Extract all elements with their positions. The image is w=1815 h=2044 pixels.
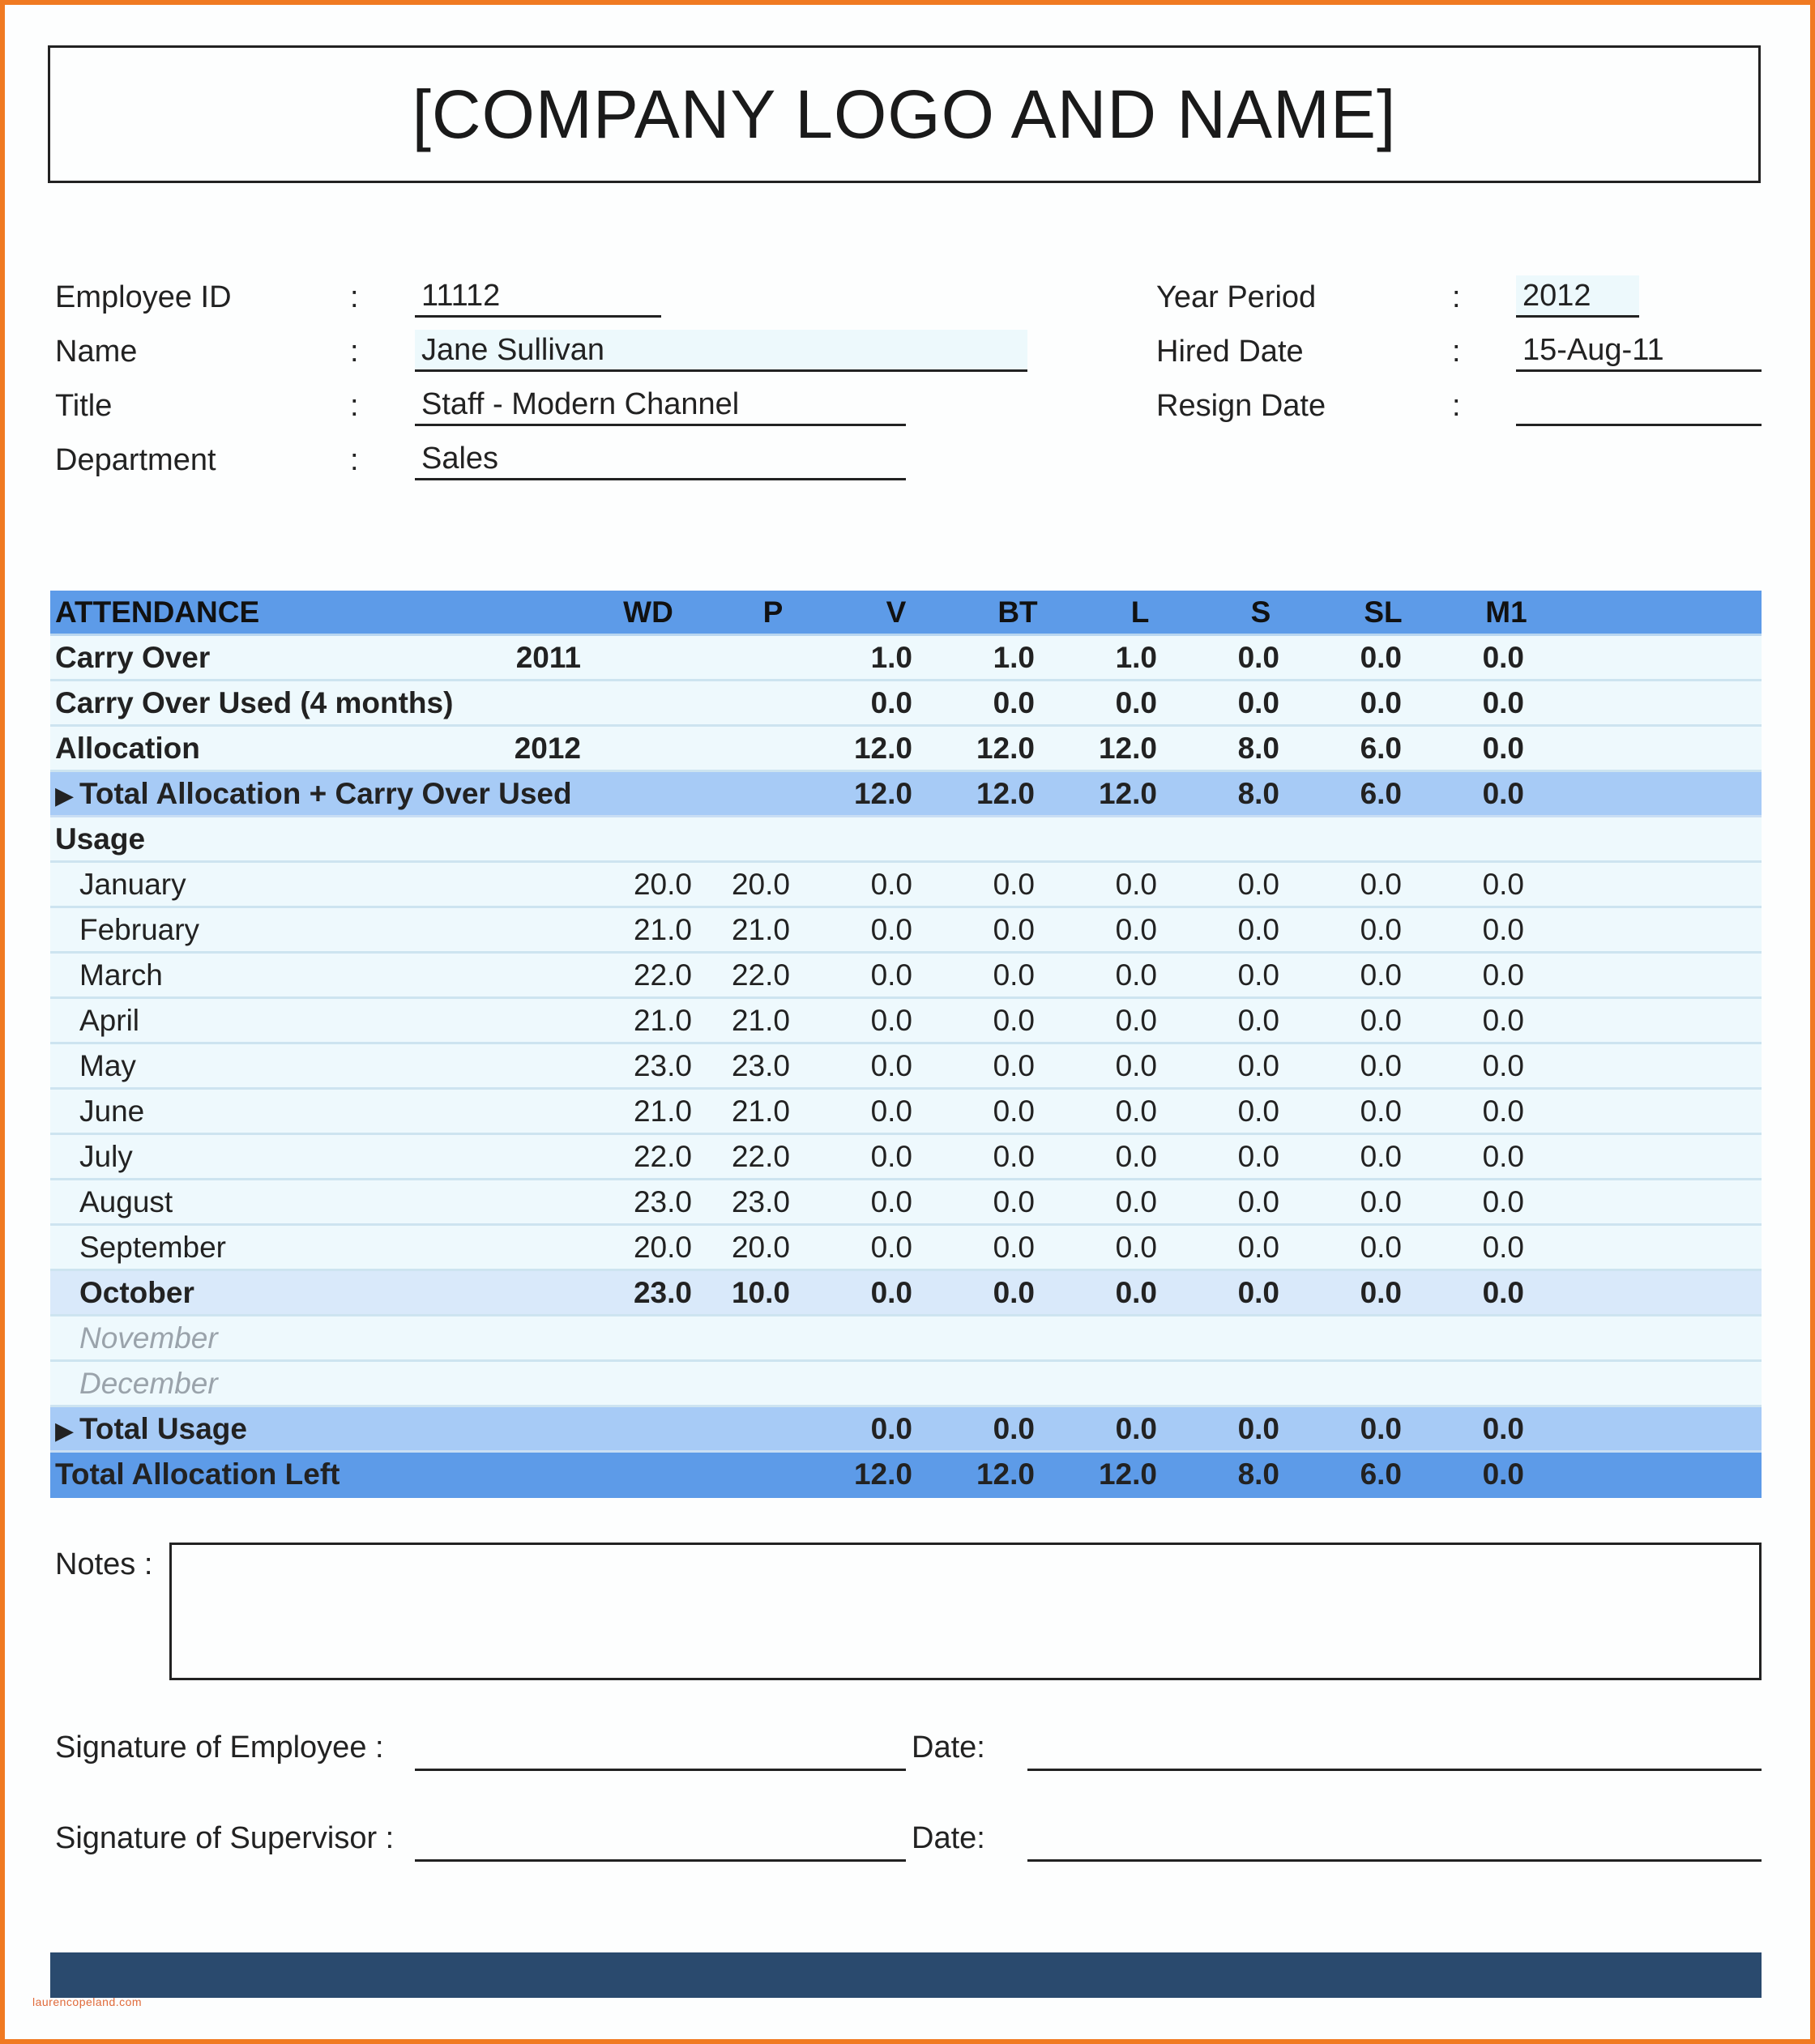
row-label [55,636,210,679]
colon: : [350,280,359,314]
cell-wd: 23.0 [633,1049,692,1082]
cell-bt: 0.0 [993,1004,1035,1037]
table-row [50,772,1762,817]
row-label [55,681,453,724]
cell-v: 12.0 [853,777,912,810]
cell-sl: 0.0 [1360,686,1402,719]
cell-s: 0.0 [1237,913,1279,946]
cell-m1: 0.0 [1482,1457,1524,1491]
employee-date-label: Date: [912,1730,985,1764]
cell-m1: 0.0 [1482,1185,1524,1218]
table-row [50,863,1762,908]
row-label-text: Allocation [55,732,200,765]
cell-wd: 23.0 [633,1276,692,1309]
table-row [50,908,1762,954]
table-row [50,817,1762,863]
cell-m1: 0.0 [1482,777,1524,810]
supervisor-date-line[interactable] [1027,1859,1762,1862]
row-label-text: June [79,1095,145,1128]
column-header: S [1250,595,1271,629]
cell-sl: 6.0 [1360,1457,1402,1491]
cell-l: 0.0 [1115,868,1157,901]
row-label [79,1226,226,1269]
cell-s: 0.0 [1237,686,1279,719]
cell-p: 22.0 [731,1140,790,1173]
cell-m1: 0.0 [1482,732,1524,765]
row-label [55,817,145,860]
row-label-text: November [79,1321,218,1355]
cell-l: 0.0 [1115,1276,1157,1309]
cell-l: 12.0 [1098,732,1157,765]
cell-l: 12.0 [1098,1457,1157,1491]
cell-s: 0.0 [1237,641,1279,674]
row-label-text: February [79,913,200,946]
cell-m1: 0.0 [1482,641,1524,674]
table-row [50,1090,1762,1135]
cell-bt: 0.0 [993,686,1035,719]
cell-v: 0.0 [870,1231,912,1264]
cell-m1: 0.0 [1482,1049,1524,1082]
row-label [79,863,186,906]
cell-l: 0.0 [1115,1140,1157,1173]
row-label-text: Usage [55,822,146,856]
cell-v: 0.0 [870,1185,912,1218]
cell-s: 0.0 [1237,868,1279,901]
cell-wd: 20.0 [633,1231,692,1264]
cell-l: 0.0 [1115,1231,1157,1264]
row-label [79,1362,218,1405]
cell-l: 12.0 [1098,777,1157,810]
table-row [50,1362,1762,1407]
cell-p: 21.0 [731,913,790,946]
cell-sl: 6.0 [1360,732,1402,765]
year-period-label: Year Period [1156,280,1317,314]
notes-label: Notes : [55,1547,153,1581]
cell-sl: 0.0 [1360,1095,1402,1128]
colon: : [350,335,359,369]
cell-s: 0.0 [1237,1140,1279,1173]
row-label [55,727,200,770]
table-row [50,1316,1762,1362]
cell-l: 0.0 [1115,1004,1157,1037]
row-label [79,999,139,1042]
cell-v: 12.0 [853,732,912,765]
supervisor-signature-line[interactable] [415,1859,906,1862]
row-label-text: July [79,1140,133,1173]
cell-v: 0.0 [870,1276,912,1309]
cell-v: 0.0 [870,1004,912,1037]
cell-p: 22.0 [731,958,790,992]
cell-p: 20.0 [731,1231,790,1264]
cell-s: 8.0 [1237,1457,1279,1491]
cell-wd: 21.0 [633,1004,692,1037]
row-label [79,1180,173,1223]
expand-arrow-icon[interactable]: ▶ [55,783,75,809]
cell-v: 0.0 [870,1095,912,1128]
column-header: SL [1364,595,1403,629]
employee-id-label: Employee ID [55,280,232,314]
company-logo-placeholder [48,45,1761,183]
cell-l: 0.0 [1115,1049,1157,1082]
colon: : [350,443,359,477]
table-row [50,999,1762,1044]
cell-s: 0.0 [1237,1004,1279,1037]
row-label-text: September [79,1231,226,1264]
table-row [50,1226,1762,1271]
column-header: P [762,595,784,629]
name-field[interactable]: Jane Sullivan [415,330,1027,372]
cell-wd: 21.0 [633,1095,692,1128]
cell-sl: 0.0 [1360,1049,1402,1082]
cell-m1: 0.0 [1482,958,1524,992]
cell-sl: 0.0 [1360,641,1402,674]
year-period-field[interactable]: 2012 [1516,275,1639,318]
cell-sl: 0.0 [1360,958,1402,992]
footer-bar [50,1952,1762,1998]
column-header: M1 [1485,595,1527,629]
cell-m1: 0.0 [1482,868,1524,901]
row-label-text: March [79,958,163,992]
cell-m1: 0.0 [1482,1095,1524,1128]
cell-sl: 0.0 [1360,1276,1402,1309]
cell-s: 0.0 [1237,1095,1279,1128]
company-logo-text: [COMPANY LOGO AND NAME] [412,75,1397,152]
cell-bt: 0.0 [993,958,1035,992]
cell-l: 0.0 [1115,1185,1157,1218]
row-label-text: Total Usage [79,1412,247,1445]
employee-signature-label: Signature of Employee : [55,1730,384,1764]
cell-sl: 0.0 [1360,913,1402,946]
cell-p: 23.0 [731,1185,790,1218]
attendance-table [50,591,1762,1498]
cell-bt: 12.0 [976,1457,1035,1491]
cell-bt: 12.0 [976,777,1035,810]
row-label [79,1044,136,1087]
cell-sl: 0.0 [1360,868,1402,901]
cell-bt: 0.0 [993,1276,1035,1309]
row-label [79,908,199,951]
table-row [50,636,1762,681]
cell-s: 0.0 [1237,1185,1279,1218]
row-label [55,1407,247,1453]
row-label [55,1453,340,1496]
employee-date-line[interactable] [1027,1769,1762,1771]
colon: : [1452,335,1461,369]
table-row [50,1407,1762,1453]
title-field[interactable]: Staff - Modern Channel [415,384,906,426]
cell-l: 0.0 [1115,958,1157,992]
row-label [79,1090,144,1133]
cell-v: 12.0 [853,1457,912,1491]
row-year: 2012 [514,732,581,765]
cell-l: 1.0 [1115,641,1157,674]
cell-s: 0.0 [1237,1412,1279,1445]
department-field[interactable]: Sales [415,438,906,480]
hired-date-field[interactable]: 15-Aug-11 [1516,330,1762,372]
cell-sl: 0.0 [1360,1412,1402,1445]
resign-date-field[interactable] [1516,384,1762,426]
cell-v: 0.0 [870,1412,912,1445]
cell-wd: 22.0 [633,1140,692,1173]
cell-m1: 0.0 [1482,686,1524,719]
cell-bt: 0.0 [993,1095,1035,1128]
cell-s: 0.0 [1237,1276,1279,1309]
column-header: L [1130,595,1150,629]
table-row [50,681,1762,727]
row-label [79,1135,133,1178]
cell-p: 23.0 [731,1049,790,1082]
table-row [50,1453,1762,1498]
cell-bt: 0.0 [993,868,1035,901]
cell-m1: 0.0 [1482,1140,1524,1173]
table-row [50,1271,1762,1316]
row-label-text: Carry Over [55,641,211,674]
row-year: 2011 [515,641,581,674]
row-label [79,1316,218,1359]
cell-s: 0.0 [1237,1231,1279,1264]
table-row [50,1180,1762,1226]
row-label-text: May [79,1049,136,1082]
supervisor-signature-label: Signature of Supervisor : [55,1821,395,1855]
cell-p: 20.0 [731,868,790,901]
employee-id-field[interactable]: 11112 [415,275,661,318]
cell-v: 0.0 [870,958,912,992]
row-label-text: October [79,1276,194,1309]
row-label [79,1271,194,1314]
row-label-text: Total Allocation + Carry Over Used [79,777,572,810]
cell-bt: 0.0 [993,1049,1035,1082]
cell-bt: 12.0 [976,732,1035,765]
cell-p: 21.0 [731,1004,790,1037]
cell-sl: 0.0 [1360,1185,1402,1218]
cell-v: 0.0 [870,913,912,946]
cell-s: 0.0 [1237,1049,1279,1082]
cell-bt: 1.0 [993,641,1035,674]
cell-v: 0.0 [870,686,912,719]
cell-wd: 23.0 [633,1185,692,1218]
colon: : [1452,280,1461,314]
cell-m1: 0.0 [1482,1412,1524,1445]
row-label-text: April [79,1004,140,1037]
cell-m1: 0.0 [1482,1231,1524,1264]
cell-bt: 0.0 [993,913,1035,946]
cell-wd: 21.0 [633,913,692,946]
cell-bt: 0.0 [993,1231,1035,1264]
cell-bt: 0.0 [993,1185,1035,1218]
cell-l: 0.0 [1115,1095,1157,1128]
cell-l: 0.0 [1115,686,1157,719]
cell-s: 8.0 [1237,732,1279,765]
cell-sl: 0.0 [1360,1004,1402,1037]
expand-arrow-icon[interactable]: ▶ [55,1418,75,1444]
table-row [50,727,1762,772]
hired-date-label: Hired Date [1156,335,1304,369]
row-label [79,954,163,996]
cell-p: 21.0 [731,1095,790,1128]
cell-l: 0.0 [1115,1412,1157,1445]
cell-v: 0.0 [870,1140,912,1173]
table-row [50,1135,1762,1180]
cell-bt: 0.0 [993,1412,1035,1445]
colon: : [1452,389,1461,423]
table-header-row [50,591,1762,636]
cell-s: 0.0 [1237,958,1279,992]
cell-sl: 0.0 [1360,1140,1402,1173]
title-label: Title [55,389,113,423]
row-label [55,772,572,817]
row-label-text: Total Allocation Left [55,1457,340,1491]
notes-field[interactable] [169,1543,1762,1680]
row-label-text: Carry Over Used (4 months) [55,686,454,719]
column-header: V [886,595,907,629]
cell-m1: 0.0 [1482,1276,1524,1309]
row-label-text: August [79,1185,173,1218]
table-row [50,954,1762,999]
cell-wd: 20.0 [633,868,692,901]
table-row [50,1044,1762,1090]
column-header: ATTENDANCE [55,595,260,629]
name-label: Name [55,335,138,369]
employee-signature-line[interactable] [415,1769,906,1771]
cell-l: 0.0 [1115,913,1157,946]
column-header: BT [997,595,1038,629]
cell-v: 0.0 [870,868,912,901]
cell-bt: 0.0 [993,1140,1035,1173]
resign-date-label: Resign Date [1156,389,1326,423]
cell-sl: 0.0 [1360,1231,1402,1264]
colon: : [350,389,359,423]
department-label: Department [55,443,216,477]
cell-v: 1.0 [870,641,912,674]
cell-sl: 6.0 [1360,777,1402,810]
cell-p: 10.0 [731,1276,790,1309]
row-label-text: January [79,868,186,901]
column-header: WD [623,595,673,629]
cell-s: 8.0 [1237,777,1279,810]
cell-m1: 0.0 [1482,1004,1524,1037]
cell-v: 0.0 [870,1049,912,1082]
supervisor-date-label: Date: [912,1821,985,1855]
watermark: laurencopeland.com [32,1995,143,2008]
row-label-text: December [79,1367,218,1400]
cell-wd: 22.0 [633,958,692,992]
cell-m1: 0.0 [1482,913,1524,946]
